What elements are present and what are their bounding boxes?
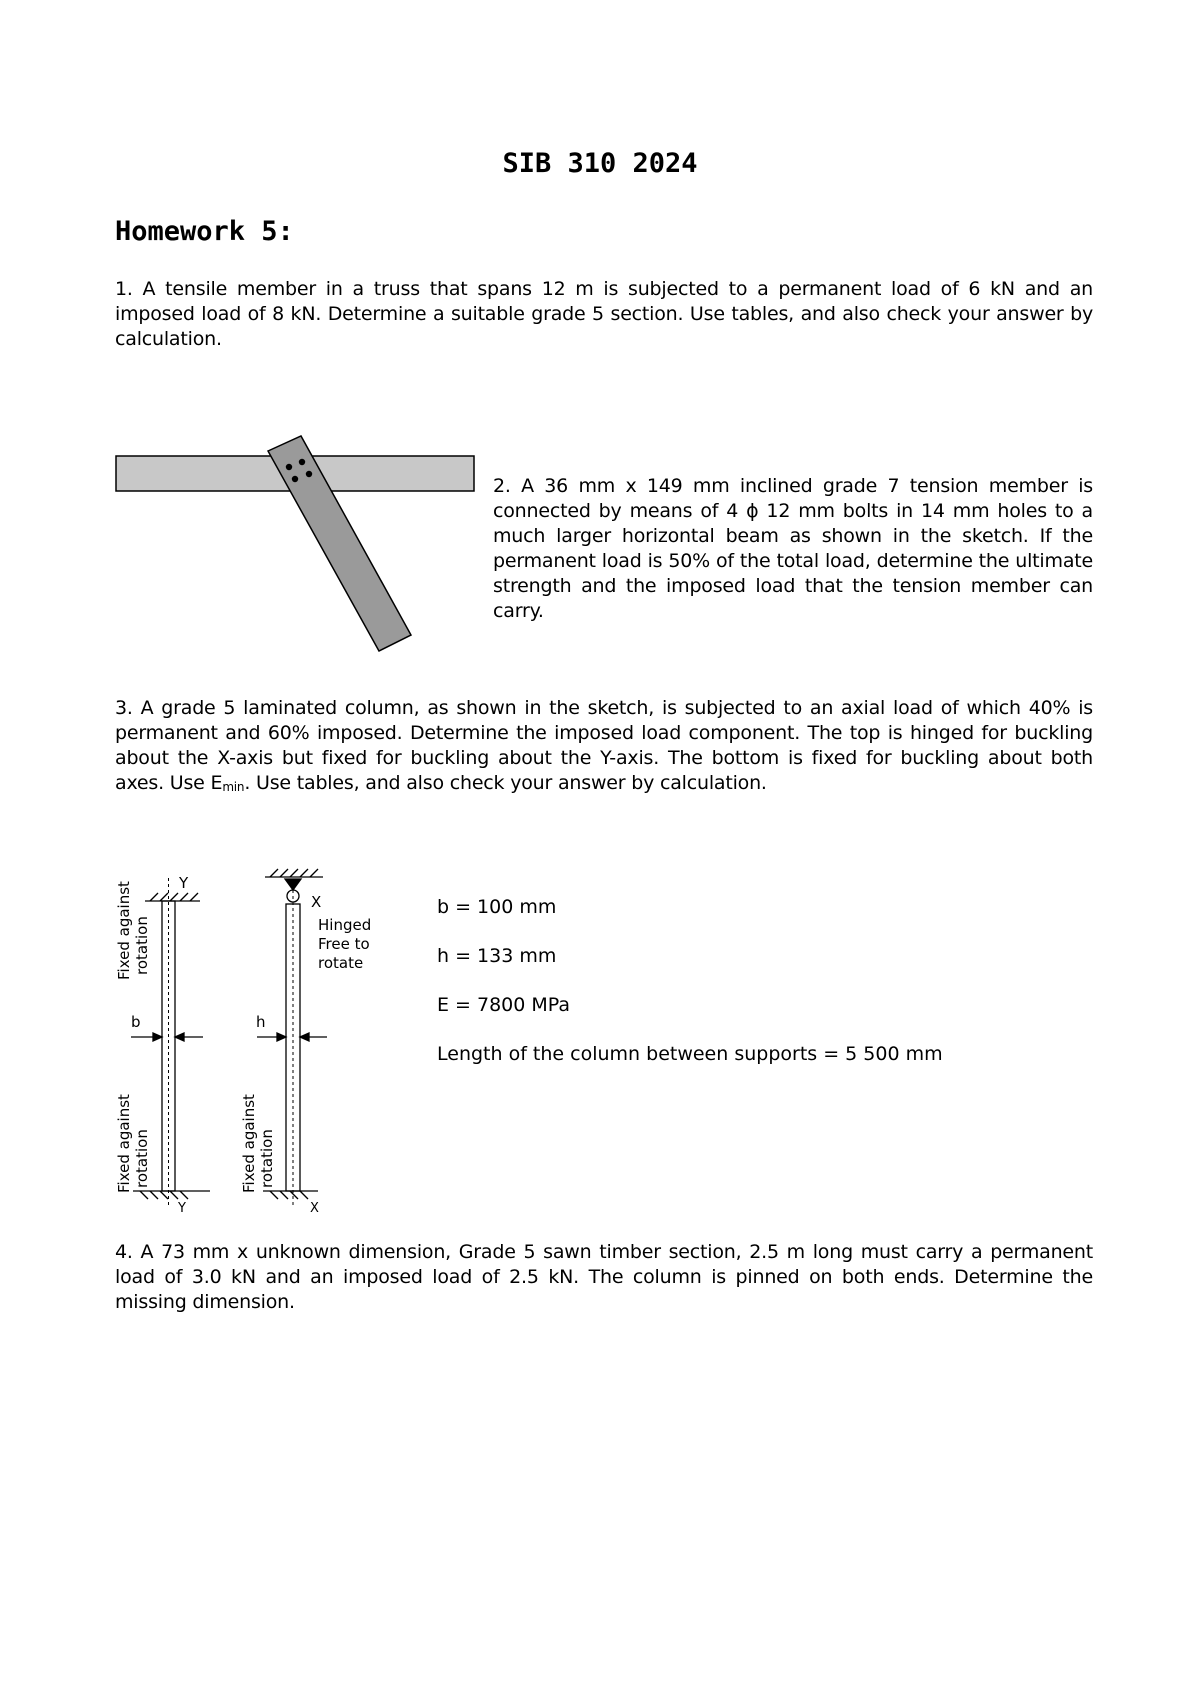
bolt-hole [286,464,292,470]
rotate-label: rotate [318,954,364,972]
question-4: 4. A 73 mm x unknown dimension, Grade 5 sawn timber section, 2.5 m long must carry a permanent load of 3.0 kN and an imposed load of 2.5 kN. The column is pinned on both ends. Determine the missing dimension. [115,1241,1093,1313]
y-axis-label-bottom: Y [178,1201,186,1216]
question-1: 1. A tensile member in a truss that spans 12 m is subjected to a permanent load of 6 kN and an imposed load of 8 kN. Determine a suitable grade 5 section. Use tables, and also check your answer by calculation. [115,278,1093,350]
free-to-label: Free to [318,935,370,953]
param-length: Length of the column between supports = 5 500 mm [437,1043,943,1065]
question-3-text-end: . Use tables, and also check your answer by calculation. [244,772,767,794]
rotation-label-top-left: rotation [133,916,151,975]
fixed-label-top-left: Fixed against [115,881,133,980]
param-b: b = 100 mm [437,896,557,918]
horizontal-beam [116,456,474,491]
emin-subscript: min [222,780,245,794]
homework-heading: Homework 5: [115,216,294,247]
hinged-label: Hinged [318,916,372,934]
bolt-hole [306,471,312,477]
rotation-label-bottom-right: rotation [258,1129,276,1188]
x-axis-label-top: X [311,893,322,911]
right-column [257,869,327,1205]
left-column [131,878,210,1206]
question-2: 2. A 36 mm x 149 mm inclined grade 7 tension member is connected by means of 4 ϕ 12 mm bolts in 14 mm holes to a much larger horizontal beam as shown in the sketch. If the permanent load is 50% of the total load, determine the ultimate strength and the imposed load that the tension member can carry. [493,475,1093,622]
bolt-hole [292,476,298,482]
param-h: h = 133 mm [437,945,557,967]
param-e: E = 7800 MPa [437,994,571,1016]
rotation-label-bottom-left: rotation [133,1129,151,1188]
bolt-hole [299,459,305,465]
document-title: SIB 310 2024 [502,148,698,179]
h-dimension-label: h [256,1013,266,1031]
y-axis-label-top: Y [179,874,189,892]
fixed-label-bottom-left: Fixed against [115,1094,133,1193]
x-axis-label-bottom: X [310,1201,319,1216]
question-3 [115,696,1093,800]
question-3-text: 3. A grade 5 laminated column, as shown in the sketch, is subjected to an axial load of which 40% is permanent and 60% imposed. Determine the imposed load component. The top is hinged for buckling about the X-axis but fixed for buckling about the Y-axis. The bottom is fixed for buckling about both axes. Use E [115,697,1093,794]
fixed-label-bottom-right: Fixed against [240,1094,258,1193]
b-dimension-label: b [131,1013,141,1031]
inclined-member [268,436,411,651]
